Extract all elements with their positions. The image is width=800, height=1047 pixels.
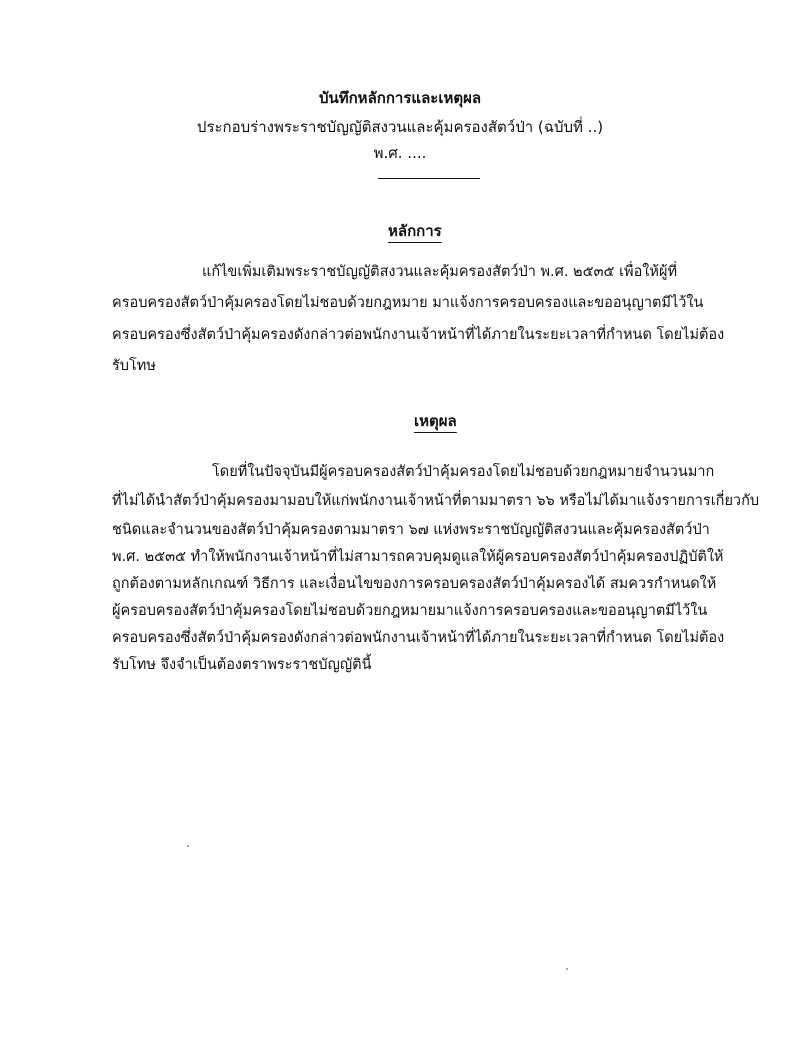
principle-line: แก้ไขเพิ่มเติมพระราชบัญญัติสงวนและคุ้มครองสัตว์ป่า พ.ศ. ๒๕๓๕ เพื่อให้ผู้ที่ xyxy=(202,264,678,280)
reason-line: ชนิดและจำนวนของสัตว์ป่าคุ้มครองตามมาตรา ๖๗ แห่งพระราชบัญญัติสงวนและคุ้มครองสัตว์ป่า xyxy=(112,522,710,538)
scan-speck xyxy=(187,845,189,847)
reason-line: ถูกต้องตามหลักเกณฑ์ วิธีการ และเงื่อนไขของการครอบครองสัตว์ป่าคุ้มครองได้ สมควรกำหนดให้ xyxy=(112,576,717,592)
reason-line: ครอบครองซึ่งสัตว์ป่าคุ้มครองดังกล่าวต่อพนักงานเจ้าหน้าที่ได้ภายในระยะเวลาที่กำหนด โดยไม่ต้อง xyxy=(112,630,725,646)
principle-line: ครอบครองซึ่งสัตว์ป่าคุ้มครองดังกล่าวต่อพนักงานเจ้าหน้าที่ได้ภายในระยะเวลาที่กำหนด โดยไม่ต้อง xyxy=(112,327,725,343)
principle-heading: หลักการ xyxy=(388,222,442,240)
reason-line: โดยที่ในปัจจุบันมีผู้ครอบครองสัตว์ป่าคุ้มครองโดยไม่ชอบด้วยกฎหมายจำนวนมาก xyxy=(212,464,715,480)
document-title: บันทึกหลักการและเหตุผล xyxy=(318,89,482,107)
document-subtitle: ประกอบร่างพระราชบัญญัติสงวนและคุ้มครองสัตว์ป่า (ฉบับที่ ..) xyxy=(196,118,604,136)
title-divider xyxy=(378,178,480,179)
reason-line: รับโทษ จึงจำเป็นต้องตราพระราชบัญญัตินี้ xyxy=(112,657,372,673)
reason-line: ผู้ครอบครองสัตว์ป่าคุ้มครองโดยไม่ชอบด้วยกฎหมายมาแจ้งการครอบครองและขออนุญาตมีไว้ใน xyxy=(112,603,708,619)
document-year: พ.ศ. .... xyxy=(373,144,427,162)
reason-line: ที่ไม่ได้นำสัตว์ป่าคุ้มครองมามอบให้แก่พนักงานเจ้าหน้าที่ตามมาตรา ๖๖ หรือไม่ได้มาแจ้งรายการเกี่ยวกับ xyxy=(112,493,760,509)
principle-line: ครอบครองสัตว์ป่าคุ้มครองโดยไม่ชอบด้วยกฎหมาย มาแจ้งการครอบครองและขออนุญาตมีไว้ใน xyxy=(112,295,704,311)
reason-line: พ.ศ. ๒๕๓๕ ทำให้พนักงานเจ้าหน้าที่ไม่สามารถควบคุมดูแลให้ผู้ครอบครองสัตว์ป่าคุ้มครองปฏิบัติให้ xyxy=(112,549,724,565)
reason-heading: เหตุผล xyxy=(414,412,457,430)
scan-speck xyxy=(566,968,568,970)
principle-line: รับโทษ xyxy=(112,358,156,374)
